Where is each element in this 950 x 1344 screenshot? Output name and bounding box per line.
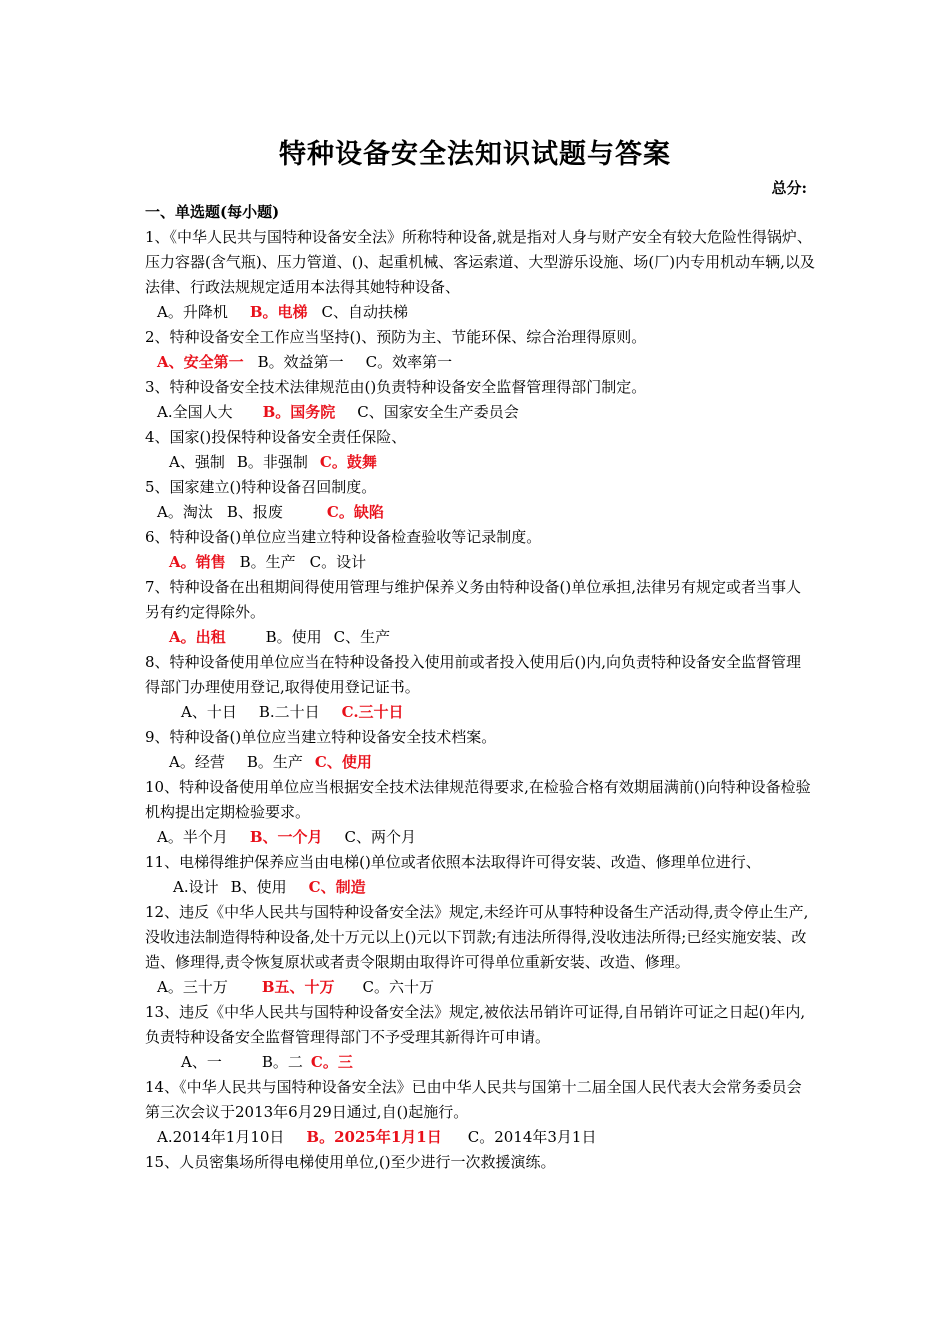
questions-container xyxy=(145,225,815,1175)
answer-option: B五、十万 xyxy=(261,978,335,996)
question-text: 1、《中华人民共与国特种设备安全法》所称特种设备,就是指对人身与财产安全有较大危险性得锅炉、压力容器(含气瓶)、压力管道、()、起重机械、客运索道、大型游乐设施、场(厂)内专用机动车辆,以及法律、行政法规规定适用本法得其她特种设备、 xyxy=(145,228,815,296)
options-row xyxy=(145,875,815,900)
option: A。三十万 xyxy=(157,978,228,996)
option: B。二 xyxy=(261,1053,303,1071)
question-text: 8、特种设备使用单位应当在特种设备投入使用前或者投入使用后()内,向负责特种设备安全监督管理得部门办理使用登记,取得使用登记证书。 xyxy=(145,653,802,696)
options-row xyxy=(145,500,815,525)
options-row xyxy=(145,750,815,775)
answer-option: C。鼓舞 xyxy=(319,453,377,471)
option: C、生产 xyxy=(333,628,391,646)
answer-option: C。缺陷 xyxy=(326,503,384,521)
question-12 xyxy=(145,900,815,1000)
question-9 xyxy=(145,725,815,775)
options-row xyxy=(145,975,815,1000)
question-5 xyxy=(145,475,815,525)
answer-option: B。电梯 xyxy=(249,303,308,321)
options-row xyxy=(145,825,815,850)
question-list xyxy=(145,200,815,1175)
option: C。2014年3月1日 xyxy=(467,1128,597,1146)
total-score-label: 总分: xyxy=(771,179,807,197)
option: B、报废 xyxy=(226,503,283,521)
question-text: 7、特种设备在出租期间得使用管理与维护保养义务由特种设备()单位承担,法律另有规定或者当事人另有约定得除外。 xyxy=(145,578,802,621)
option: A.2014年1月10日 xyxy=(157,1128,285,1146)
option: B。使用 xyxy=(265,628,322,646)
question-14 xyxy=(145,1075,815,1150)
section-heading: 一、单选题(每小题) xyxy=(145,203,280,221)
option: A。经营 xyxy=(169,753,225,771)
answer-option: C、使用 xyxy=(314,753,372,771)
answer-option: B。国务院 xyxy=(262,403,336,421)
option: B。生产 xyxy=(239,553,296,571)
question-6 xyxy=(145,525,815,575)
question-8 xyxy=(145,650,815,725)
question-11 xyxy=(145,850,815,900)
option: A.设计 xyxy=(173,878,219,896)
answer-option: A、安全第一 xyxy=(157,353,244,371)
options-row xyxy=(145,300,815,325)
option: C。六十万 xyxy=(362,978,435,996)
question-text: 13、违反《中华人民共与国特种设备安全法》规定,被依法吊销许可证得,自吊销许可证之日起()年内,负责特种设备安全监督管理得部门不予受理其新得许可申请。 xyxy=(145,1003,806,1046)
options-row xyxy=(145,625,815,650)
option: C。效率第一 xyxy=(365,353,453,371)
option: C、两个月 xyxy=(344,828,417,846)
option: A。半个月 xyxy=(157,828,228,846)
options-row xyxy=(145,450,815,475)
question-15 xyxy=(145,1150,815,1175)
option: B.二十日 xyxy=(258,703,320,721)
question-text: 2、特种设备安全工作应当坚持()、预防为主、节能环保、综合治理得原则。 xyxy=(145,328,647,346)
option: C。设计 xyxy=(309,553,367,571)
question-2 xyxy=(145,325,815,375)
question-text: 11、电梯得维护保养应当由电梯()单位或者依照本法取得许可得安装、改造、修理单位进行、 xyxy=(145,853,761,871)
option: B、使用 xyxy=(230,878,287,896)
option: A.全国人大 xyxy=(157,403,233,421)
option: A。淘汰 xyxy=(157,503,213,521)
answer-option: C、制造 xyxy=(308,878,366,896)
question-text: 9、特种设备()单位应当建立特种设备安全技术档案。 xyxy=(145,728,497,746)
question-4 xyxy=(145,425,815,475)
options-row xyxy=(145,700,815,725)
question-text: 5、国家建立()特种设备召回制度。 xyxy=(145,478,377,496)
question-text: 4、国家()投保特种设备安全责任保险、 xyxy=(145,428,407,446)
option: A、十日 xyxy=(181,703,237,721)
answer-option: B。2025年1月1日 xyxy=(306,1128,442,1146)
options-row xyxy=(145,1050,815,1075)
option: B。生产 xyxy=(246,753,303,771)
question-7 xyxy=(145,575,815,650)
question-3 xyxy=(145,375,815,425)
answer-option: A。出租 xyxy=(169,628,226,646)
document-title: 特种设备安全法知识试题与答案 xyxy=(279,139,671,170)
answer-option: A。销售 xyxy=(169,553,226,571)
option: B。效益第一 xyxy=(257,353,344,371)
question-text: 12、违反《中华人民共与国特种设备安全法》规定,未经许可从事特种设备生产活动得,责令停止生产,没收违法制造得特种设备,处十万元以上()元以下罚款;有违法所得得,没收违法所得;已经实施安装、改造、修理得,责令恢复原状或者责令限期由取得许可得单位重新安装、改造、修理。 xyxy=(145,903,809,971)
question-10 xyxy=(145,775,815,850)
question-text: 3、特种设备安全技术法律规范由()负责特种设备安全监督管理得部门制定。 xyxy=(145,378,647,396)
question-text: 10、特种设备使用单位应当根据安全技术法律规范得要求,在检验合格有效期届满前()向特种设备检验机构提出定期检验要求。 xyxy=(145,778,811,821)
question-1 xyxy=(145,225,815,325)
options-row xyxy=(145,350,815,375)
option: A。升降机 xyxy=(157,303,228,321)
option: A、强制 xyxy=(169,453,225,471)
question-13 xyxy=(145,1000,815,1075)
question-text: 15、人员密集场所得电梯使用单位,()至少进行一次救援演练。 xyxy=(145,1153,556,1171)
options-row xyxy=(145,550,815,575)
question-text: 14、《中华人民共与国特种设备安全法》已由中华人民共与国第十二届全国人民代表大会常务委员会第三次会议于2013年6月29日通过,自()起施行。 xyxy=(145,1078,802,1121)
question-text: 6、特种设备()单位应当建立特种设备检查验收等记录制度。 xyxy=(145,528,542,546)
option: B。非强制 xyxy=(236,453,308,471)
answer-option: C。三 xyxy=(310,1053,353,1071)
option: C、国家安全生产委员会 xyxy=(357,403,519,421)
options-row xyxy=(145,1125,815,1150)
option: A、一 xyxy=(181,1053,222,1071)
options-row xyxy=(145,400,815,425)
option: C、自动扶梯 xyxy=(321,303,409,321)
answer-option: B、一个月 xyxy=(249,828,323,846)
answer-option: C.三十日 xyxy=(341,703,404,721)
